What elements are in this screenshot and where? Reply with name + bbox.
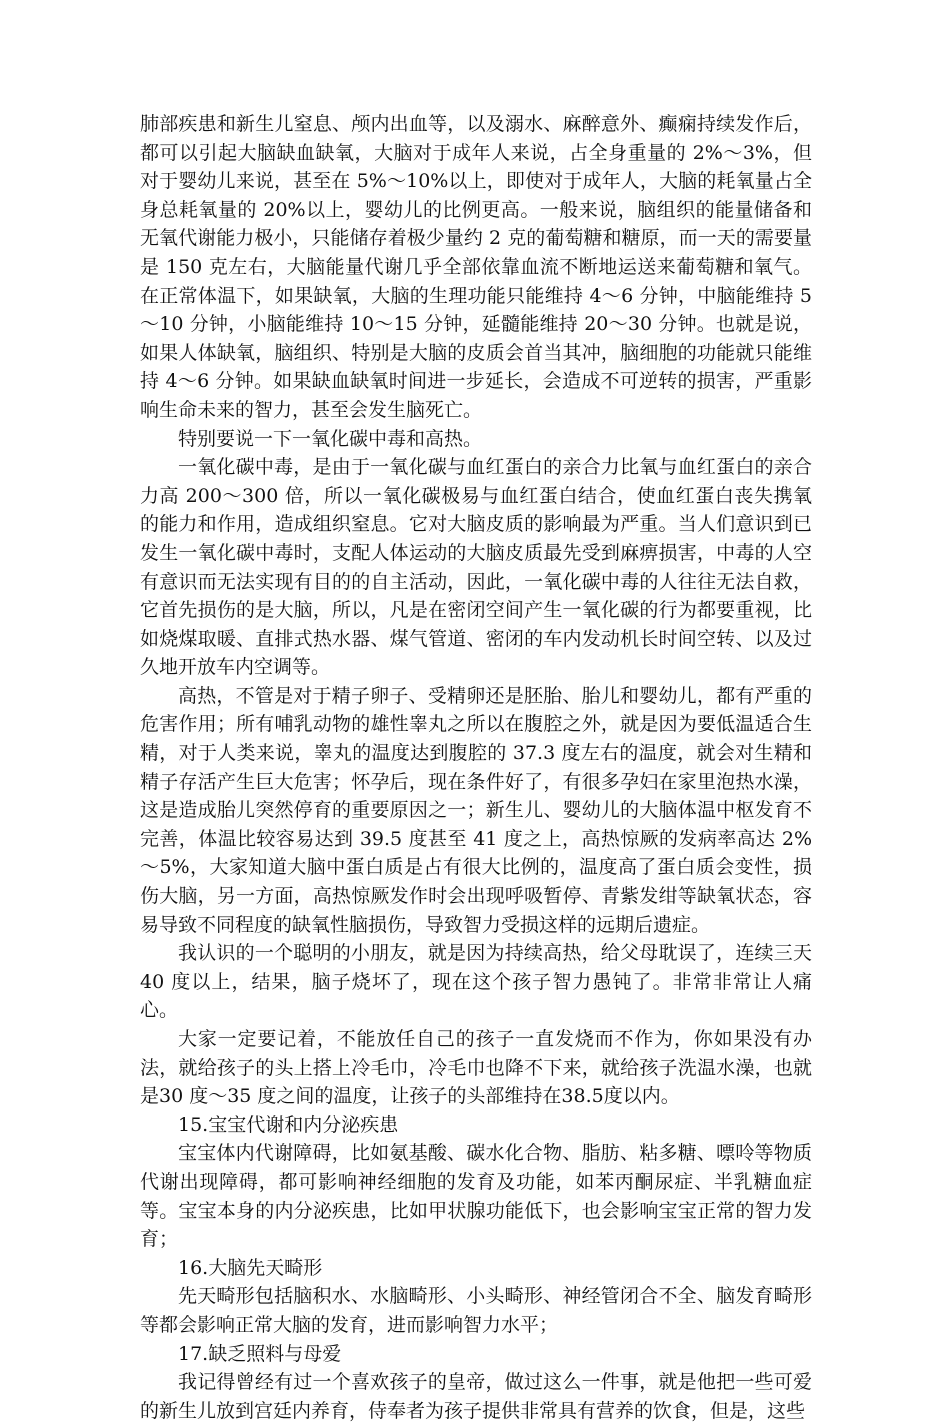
section-heading-15: 15.宝宝代谢和内分泌疾患 (178, 1113, 399, 1136)
paragraph-anecdote: 我认识的一个聪明的小朋友，就是因为持续高热，给父母耽误了，连续三天40 度以上，结果，脑子烧坏了，现在这个孩子智力愚钝了。非常非常让人痛心。 (140, 942, 812, 1022)
paragraph-malformation: 先天畸形包括脑积水、水脑畸形、小头畸形、神经管闭合不全、脑发育畸形等都会影响正常大脑的发育，进而影响智力水平； (140, 1285, 812, 1336)
paragraph-emperor-story: 我记得曾经有过一个喜欢孩子的皇帝，做过这么一件事，就是他把一些可爱的新生儿放到宫廷内养育，侍奉者为孩子提供非常具有营养的饮食，但是，这些 (140, 1371, 812, 1422)
section-heading-17: 17.缺乏照料与母爱 (178, 1342, 342, 1365)
paragraph-co-poisoning: 一氧化碳中毒，是由于一氧化碳与血红蛋白的亲合力比氧与血红蛋白的亲合力高 200～300 倍，所以一氧化碳极易与血红蛋白结合，使血红蛋白丧失携氧的能力和作用，造成组织窒息。它对大脑皮质的影响最为严重。当人们意识到已发生一氧化碳中毒时，支配人体运动的大脑皮质最先受到麻痹损害，中毒的人空有意识而无法实现有目的的自主活动，因此，一氧化碳中毒的人往往无法自救，它首先损伤的是大脑，所以，凡是在密闭空间产生一氧化碳的行为都要重视，比如烧煤取暖、直排式热水器、煤气管道、密闭的车内发动机长时间空转、以及过久地开放车内空调等。 (140, 456, 812, 679)
paragraph-fever-advice: 大家一定要记着，不能放任自己的孩子一直发烧而不作为，你如果没有办法，就给孩子的头上搭上冷毛巾，冷毛巾也降不下来，就给孩子洗温水澡，也就是30 度～35 度之间的温度，让孩子的头部维持在38.5度以内。 (140, 1028, 812, 1108)
paragraph-high-fever: 高热，不管是对于精子卵子、受精卵还是胚胎、胎儿和婴幼儿，都有严重的危害作用；所有哺乳动物的雄性睾丸之所以在腹腔之外，就是因为要低温适合生精，对于人类来说，睾丸的温度达到腹腔的 37.3 度左右的温度，就会对生精和精子存活产生巨大危害；怀孕后，现在条件好了，有很多孕妇在家里泡热水澡，这是造成胎儿突然停育的重要原因之一；新生儿、婴幼儿的大脑体温中枢发育不完善，体温比较容易达到 39.5 度甚至 41 度之上，高热惊厥的发病率高达 2%～5%，大家知道大脑中蛋白质是占有很大比例的，温度高了蛋白质会变性，损伤大脑，另一方面，高热惊厥发作时会出现呼吸暂停、青紫发绀等缺氧状态，容易导致不同程度的缺氧性脑损伤，导致智力受损这样的远期后遗症。 (140, 684, 812, 936)
paragraph-brain-hypoxia: 肺部疾患和新生儿窒息、颅内出血等，以及溺水、麻醉意外、癫痫持续发作后，都可以引起大脑缺血缺氧，大脑对于成年人来说，占全身重量的 2%～3%，但对于婴幼儿来说，甚至在 5%～10%以上，即使对于成年人，大脑的耗氧量占全身总耗氧量的 20%以上，婴幼儿的比例更高。一般来说，脑组织的能量储备和无氧代谢能力极小，只能储存着极少量约 2 克的葡萄糖和糖原，而一天的需要量是 150 克左右，大脑能量代谢几乎全部依靠血流不断地运送来葡萄糖和氧气。在正常体温下，如果缺氧，大脑的生理功能只能维持 4～6 分钟，中脑能维持 5～10 分钟，小脑能维持 10～15 分钟，延髓能维持 20～30 分钟。也就是说，如果人体缺氧，脑组织、特别是大脑的皮质会首当其冲，脑细胞的功能就只能维持 4～6 分钟。如果缺血缺氧时间进一步延长，会造成不可逆转的损害，严重影响生命未来的智力，甚至会发生脑死亡。 (140, 113, 812, 421)
paragraph-co-and-fever-intro: 特别要说一下一氧化碳中毒和高热。 (178, 427, 483, 450)
document-page (140, 110, 812, 1425)
paragraph-metabolic: 宝宝体内代谢障碍，比如氨基酸、碳水化合物、脂肪、粘多糖、嘌呤等物质代谢出现障碍，都可影响神经细胞的发育及功能，如苯丙酮尿症、半乳糖血症等。宝宝本身的内分泌疾患，比如甲状腺功能低下，也会影响宝宝正常的智力发育； (140, 1142, 812, 1251)
section-heading-16: 16.大脑先天畸形 (178, 1256, 323, 1279)
